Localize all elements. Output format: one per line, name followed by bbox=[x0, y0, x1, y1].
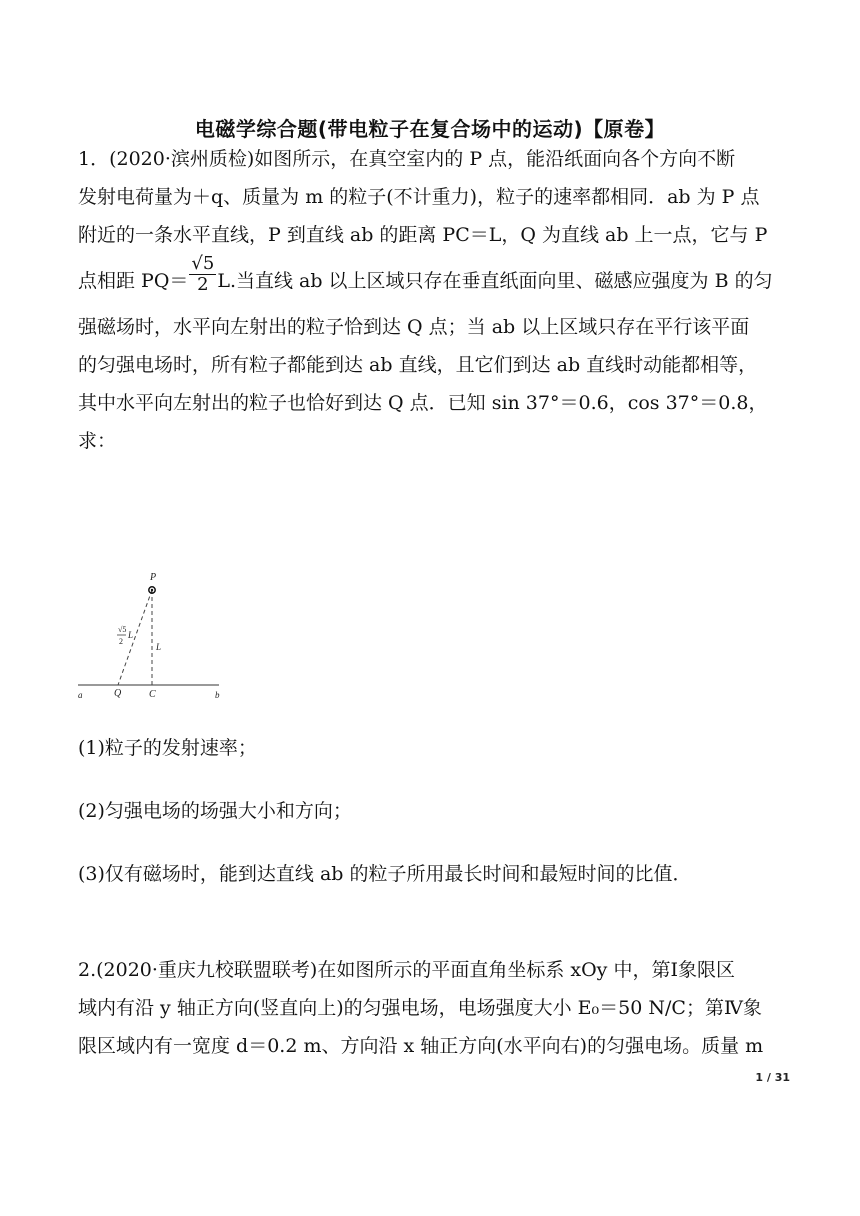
question-2-line: 域内有沿 y 轴正方向(竖直向上)的匀强电场，电场强度大小 E₀＝50 N/C；第Ⅳ象 bbox=[78, 997, 762, 1019]
question-1-line: 其中水平向左射出的粒子也恰好到达 Q 点．已知 sin 37°＝0.6，cos 37°＝0.8， bbox=[78, 392, 768, 414]
page-title: 电磁学综合题(带电粒子在复合场中的运动)【原卷】 bbox=[194, 117, 666, 141]
subquestion-2: (2)匀强电场的场强大小和方向； bbox=[78, 800, 352, 822]
fraction-numerator: √5 bbox=[191, 254, 215, 274]
question-2-line: 2.(2020·重庆九校联盟联考)在如图所示的平面直角坐标系 xOy 中，第Ⅰ象限区 bbox=[78, 959, 735, 981]
fraction-denominator: 2 bbox=[197, 274, 209, 295]
label-p: P bbox=[150, 572, 157, 583]
question-1-line: 的匀强电场时，所有粒子都能到达 ab 直线，且它们到达 ab 直线时动能都相等， bbox=[78, 354, 758, 376]
label-pq-denominator: 2 bbox=[119, 637, 123, 646]
label-c: C bbox=[149, 689, 156, 700]
question-1-line: 求： bbox=[78, 430, 117, 452]
question-1-line: 附近的一条水平直线，P 到直线 ab 的距离 PC＝L，Q 为直线 ab 上一点，它与 P bbox=[78, 224, 768, 246]
label-b: b bbox=[215, 690, 220, 700]
label-pc-l: L bbox=[156, 642, 162, 652]
figure-svg bbox=[70, 568, 240, 708]
question-1-line: 1．(2020·滨州质检)如图所示，在真空室内的 P 点，能沿纸面向各个方向不断 bbox=[78, 148, 736, 170]
page-number: 1 / 31 bbox=[755, 1071, 790, 1084]
point-p-center bbox=[151, 589, 153, 591]
question-1 bbox=[78, 140, 788, 460]
question-2 bbox=[78, 951, 788, 1065]
label-pq-numerator: √5 bbox=[118, 625, 127, 634]
label-pq-l: L bbox=[128, 630, 134, 640]
segment-pq bbox=[118, 590, 152, 685]
question-1-line-with-fraction bbox=[78, 254, 788, 308]
label-q: Q bbox=[114, 688, 122, 699]
geometry-figure bbox=[70, 568, 240, 708]
question-1-text: 点相距 PQ＝ bbox=[78, 270, 189, 292]
question-1-line: 发射电荷量为＋q、质量为 m 的粒子(不计重力)，粒子的速率都相同．ab 为 P 点 bbox=[78, 186, 760, 208]
question-1-text: L.当直线 ab 以上区域只存在垂直纸面向里、磁感应强度为 B 的匀 bbox=[217, 270, 773, 292]
question-2-line: 限区域内有一宽度 d＝0.2 m、方向沿 x 轴正方向(水平向右)的匀强电场。质量 m bbox=[78, 1035, 764, 1057]
subquestion-1: (1)粒子的发射速率； bbox=[78, 737, 257, 759]
subquestion-3: (3)仅有磁场时，能到达直线 ab 的粒子所用最长时间和最短时间的比值． bbox=[78, 863, 692, 885]
question-1-line: 强磁场时，水平向左射出的粒子恰到达 Q 点；当 ab 以上区域只存在平行该平面 bbox=[78, 316, 750, 338]
fraction-sqrt5-over-2 bbox=[189, 254, 216, 308]
label-a: a bbox=[78, 690, 83, 700]
